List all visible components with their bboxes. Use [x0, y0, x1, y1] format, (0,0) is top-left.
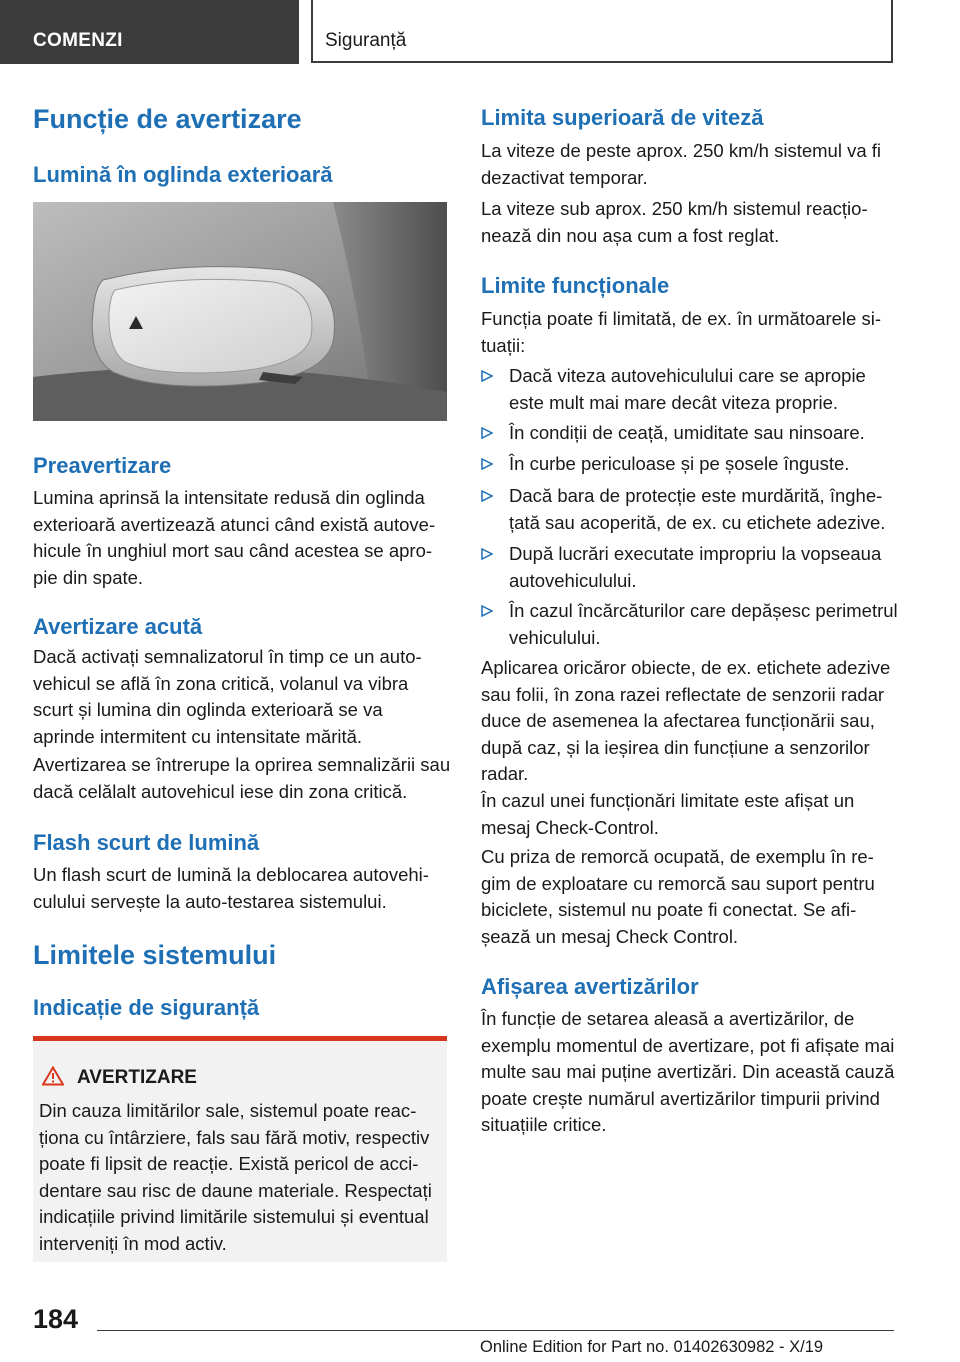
heading-mirror-light: Lumină în oglinda exterioară — [33, 162, 333, 187]
paragraph-trailer: Cu priza de remorcă ocupată, de exemplu în regim de exploatare cu remorcă sau suport pentru biciclete, sistemul nu poate fi conectat. Se afișează un mesaj Check Control. — [481, 846, 875, 947]
triangle-bullet-icon — [481, 458, 493, 470]
triangle-bullet-icon — [481, 548, 493, 560]
paragraph-flash: Un flash scurt de lumină la deblocarea autovehiculului servește la auto-testarea sistemului. — [33, 864, 429, 912]
heading-speed-limit: Limita superioară de viteză — [481, 105, 764, 130]
heading-acute-warning: Avertizare acută — [33, 614, 203, 639]
heading-warning-display: Afișarea avertizărilor — [481, 974, 699, 999]
paragraph-acute-warning-1: Dacă activați semnalizatorul în timp ce un autovehicul se află în zona critică, volanul va vibra scurt și lumina din oglinda exterioară se va aprinde intermitent cu intensitate mărită. — [33, 646, 422, 747]
paragraph-limited-function: În cazul unei funcționări limitate este afișat un mesaj Check-Control. — [481, 790, 855, 838]
paragraph-pre-warning: Lumina aprinsă la intensitate redusă din oglinda exterioară avertizează atunci când există autovehicule în unghiul mort sau când acestea se apropie din spate. — [33, 487, 436, 588]
warning-box — [33, 1036, 447, 1262]
paragraph-warning-display: În funcție de setarea aleasă a avertizărilor, de exemplu momentul de avertizare, pot fi afișate mai multe sau mai puține avertizări. Din această cauză poate crește numărul avertizărilor timpurii privind situațiile critice. — [481, 1008, 895, 1135]
footer-edition: Online Edition for Part no. 01402630982 - X/19 — [480, 1338, 824, 1356]
heading-flash: Flash scurt de lumină — [33, 830, 260, 855]
mirror-illustration — [33, 202, 447, 421]
heading-function: Funcție de avertizare — [33, 104, 302, 134]
warning-title: AVERTIZARE — [77, 1067, 197, 1088]
warning-triangle-icon — [42, 1066, 64, 1086]
triangle-bullet-icon — [481, 427, 493, 439]
paragraph-functional-limits: Funcția poate fi limitată, de ex. în următoarele situații: — [481, 308, 882, 356]
header-section-label: COMENZI — [33, 30, 123, 51]
paragraph-apply-objects: Aplicarea oricăror obiecte, de ex. etichete adezive sau folii, în zona razei reflectate de senzorii radar duce de asemenea la afectarea funcționării sau, după caz, și la ieșirea din funcțiune a senzorilor radar. — [481, 657, 891, 784]
heading-safety-note: Indicație de siguranță — [33, 995, 260, 1020]
header-chapter-tab — [311, 0, 893, 63]
triangle-bullet-icon — [481, 370, 493, 382]
page-number: 184 — [33, 1304, 79, 1334]
triangle-bullet-icon — [481, 605, 493, 617]
header-section-tab — [0, 0, 299, 64]
heading-system-limits: Limitele sistemului — [33, 940, 277, 970]
triangle-bullet-icon — [481, 490, 493, 502]
header-chapter-label: Siguranță — [325, 30, 407, 51]
heading-functional-limits: Limite funcționale — [481, 273, 670, 298]
warning-text: Din cauza limitărilor sale, sistemul poate reacționa cu întârziere, fals sau fără motiv, respectiv poate fi lipsit de reacție. Există pericol de accidentare sau risc de daune materiale. Respectați indicațiile privind limitările sistemului și eventual interveniți în mod activ. — [39, 1100, 432, 1254]
footer-rule — [97, 1330, 894, 1331]
paragraph-speed-1: La viteze de peste aprox. 250 km/h sistemul va fi dezactivat temporar. — [481, 140, 882, 188]
paragraph-acute-warning-2: Avertizarea se întrerupe la oprirea semnalizării sau dacă celălalt autovehicul iese din zona critică. — [33, 754, 451, 802]
heading-pre-warning: Preavertizare — [33, 453, 172, 478]
paragraph-speed-2: La viteze sub aprox. 250 km/h sistemul reacționează din nou așa cum a fost reglat. — [481, 198, 868, 246]
